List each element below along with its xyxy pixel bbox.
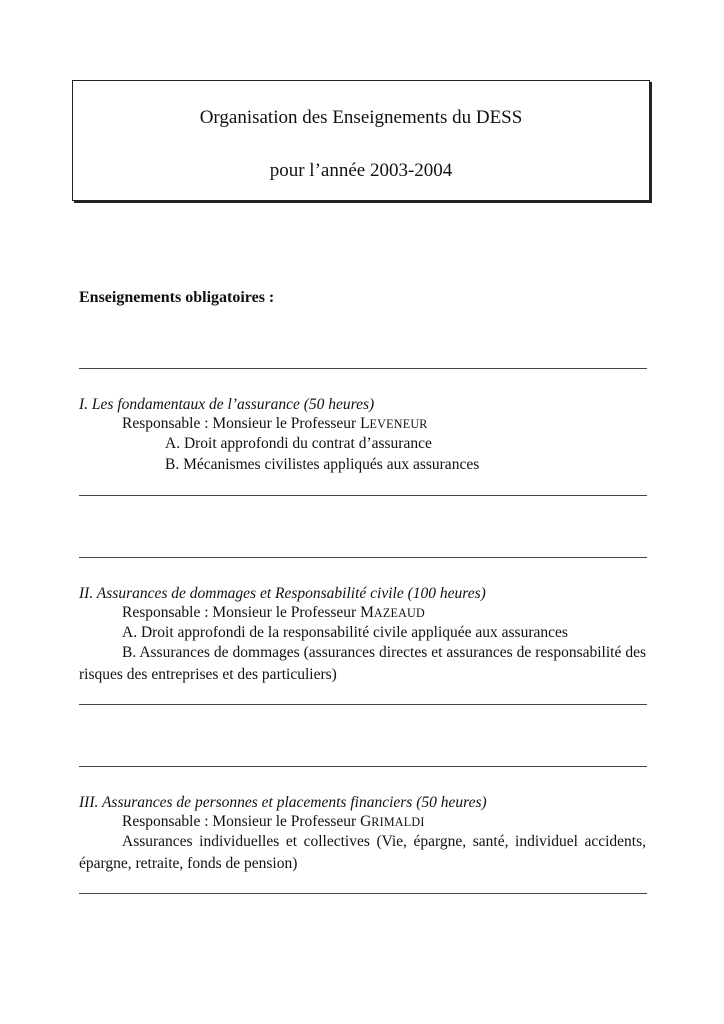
divider <box>79 766 647 767</box>
section-2-responsable <box>122 603 425 623</box>
document-title: Organisation des Enseignements du DESS <box>199 107 523 128</box>
responsable-label: Responsable : Monsieur le Professeur <box>122 813 361 830</box>
professor-name-initial: G <box>360 813 372 830</box>
section-2-item-b: B. Assurances de dommages (assurances directes et assurances de responsabilité des risques des entreprises et des particuliers) <box>79 644 646 683</box>
section-3-title: III. Assurances de personnes et placements financiers (50 heures) <box>79 794 487 811</box>
divider <box>79 495 647 496</box>
professor-name-initial: L <box>360 415 370 432</box>
professor-name-rest: AZEAUD <box>373 606 425 620</box>
divider <box>79 557 647 558</box>
section-2-item-a: A. Droit approfondi de la responsabilité civile appliquée aux assurances <box>122 624 568 641</box>
professor-name-initial: M <box>360 604 374 621</box>
section-1-item-b: B. Mécanismes civilistes appliqués aux assurances <box>165 456 480 473</box>
professor-name-rest: RIMALDI <box>371 815 425 829</box>
document-subtitle: pour l’année 2003-2004 <box>269 160 453 181</box>
divider <box>79 704 647 705</box>
divider <box>79 893 647 894</box>
section-1-title: I. Les fondamentaux de l’assurance (50 heures) <box>79 396 375 413</box>
section-1-responsable <box>122 414 428 434</box>
title-box <box>72 80 650 201</box>
section-3-responsable <box>122 812 425 832</box>
professor-name-rest: EVENEUR <box>369 417 428 431</box>
responsable-label: Responsable : Monsieur le Professeur <box>122 604 361 621</box>
section-2-title: II. Assurances de dommages et Responsabilité civile (100 heures) <box>79 585 486 602</box>
section-3-item: Assurances individuelles et collectives (Vie, épargne, santé, individuel accidents, épargne, retraite, fonds de pension) <box>79 833 646 872</box>
section-heading: Enseignements obligatoires : <box>79 289 275 306</box>
responsable-label: Responsable : Monsieur le Professeur <box>122 415 361 432</box>
divider <box>79 368 647 369</box>
section-1-item-a: A. Droit approfondi du contrat d’assurance <box>165 435 432 452</box>
